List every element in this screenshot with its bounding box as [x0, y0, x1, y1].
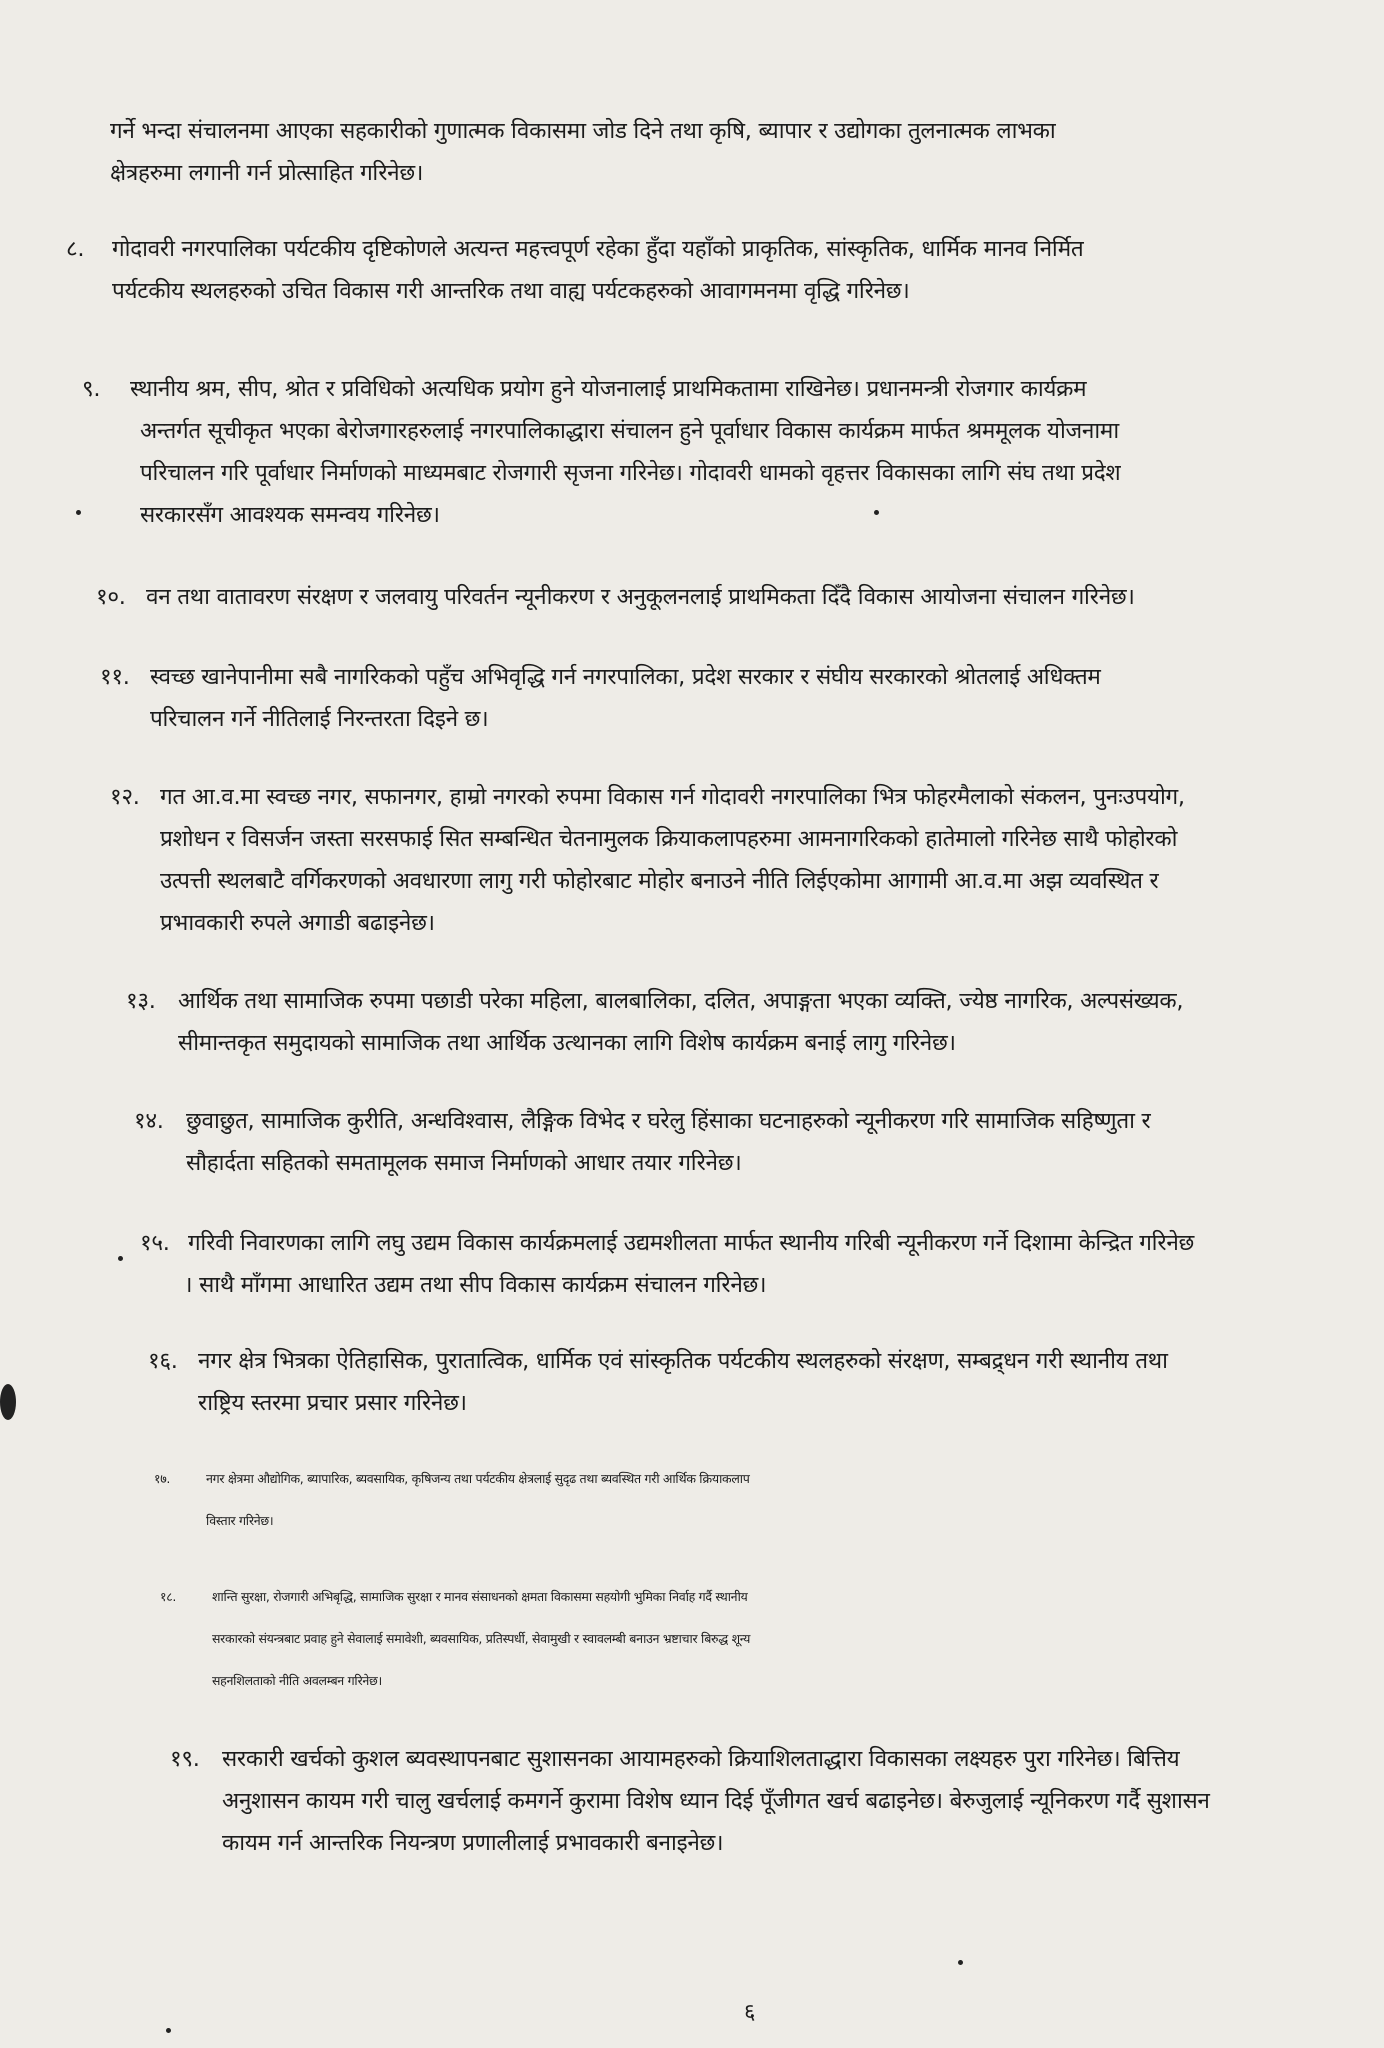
item-number: १८. — [160, 1589, 177, 1604]
scan-speck — [958, 1960, 963, 1965]
list-item-12 — [110, 776, 1330, 944]
text-line: पर्यटकीय स्थलहरुको उचित विकास गरी आन्तरिक तथा वाह्य पर्यटकहरुको आवागमनमा वृद्धि गरिनेछ। — [112, 278, 910, 304]
text-line: गर्ने भन्दा संचालनमा आएका सहकारीको गुणात्मक विकासमा जोड दिने तथा कृषि, ब्यापार र उद्योगका तुलनात्मक लाभका — [110, 118, 1056, 144]
text-line: सरकारसँग आवश्यक समन्वय गरिनेछ। — [140, 502, 440, 528]
page-number: ६ — [744, 2000, 756, 2025]
item-number: १२. — [110, 784, 140, 810]
text-line: विस्तार गरिनेछ। — [206, 1513, 274, 1528]
text-line: छुवाछुत, सामाजिक कुरीति, अन्धविश्वास, लैङ्गिक विभेद र घरेलु हिंसाका घटनाहरुको न्यूनीकरण गरि सामाजिक सहिष्णुता र — [186, 1108, 1151, 1134]
list-item-14 — [134, 1100, 1334, 1184]
text-line: सरकारी खर्चको कुशल ब्यवस्थापनबाट सुशासनका आयामहरुको क्रियाशिलताद्धारा विकासका लक्ष्यहरु पुरा गरिनेछ। बित्तिय — [222, 1746, 1180, 1772]
item-number: ११. — [100, 664, 130, 690]
item-number: १३. — [126, 988, 156, 1014]
text-line: वन तथा वातावरण संरक्षण र जलवायु परिवर्तन न्यूनीकरण र अनुकूलनलाई प्राथमिकता दिँदै विकास आयोजना संचालन गरिनेछ। — [146, 584, 1135, 610]
scan-speck — [166, 2028, 171, 2033]
list-item-17 — [154, 1458, 1354, 1542]
list-item-13 — [126, 980, 1336, 1064]
item-number: ९. — [82, 376, 101, 402]
list-item-19 — [170, 1738, 1350, 1864]
scan-speck — [874, 510, 879, 515]
text-line: प्रशोधन र विसर्जन जस्ता सरसफाई सित सम्बन्धित चेतनामुलक क्रियाकलापहरुमा आमनागरिकको हातेमालो गरिनेछ साथै फोहोरको — [160, 826, 1178, 852]
text-line: अन्तर्गत सूचीकृत भएका बेरोजगारहरुलाई नगरपालिकाद्धारा संचालन हुने पूर्वाधार विकास कार्यक्रम मार्फत श्रममूलक योजनामा — [140, 418, 1119, 444]
list-item-9 — [82, 368, 1282, 536]
text-line: अनुशासन कायम गरी चालु खर्चलाई कमगर्ने कुरामा विशेष ध्यान दिई पूँजीगत खर्च बढाइनेछ। बेरुजुलाई न्यूनिकरण गर्दै सुशासन — [222, 1788, 1210, 1814]
text-line: कायम गर्न आन्तरिक नियन्त्रण प्रणालीलाई प्रभावकारी बनाइनेछ। — [222, 1830, 724, 1856]
item-number: ८. — [66, 236, 85, 262]
text-line: उत्पत्ती स्थलबाटै वर्गिकरणको अवधारणा लागु गरी फोहोरबाट मोहोर बनाउने नीति लिईएकोमा आगामी आ.व.मा अझ व्यवस्थित र — [160, 868, 1159, 894]
text-line: गोदावरी नगरपालिका पर्यटकीय दृष्टिकोणले अत्यन्त महत्त्वपूर्ण रहेका हुँदा यहाँको प्राकृतिक, सांस्कृतिक, धार्मिक मानव निर्मित — [112, 236, 1084, 262]
text-line: आर्थिक तथा सामाजिक रुपमा पछाडी परेका महिला, बालबालिका, दलित, अपाङ्गता भएका व्यक्ति, ज्येष्ठ नागरिक, अल्पसंख्यक, — [178, 988, 1184, 1014]
text-line: । साथै माँगमा आधारित उद्यम तथा सीप विकास कार्यक्रम संचालन गरिनेछ। — [184, 1272, 767, 1298]
list-item-16 — [148, 1340, 1348, 1424]
text-line: स्वच्छ खानेपानीमा सबै नागरिकको पहुँच अभिवृद्धि गर्न नगरपालिका, प्रदेश सरकार र संघीय सरकारको श्रोतलाई अधिक्तम — [150, 664, 1101, 690]
text-line: परिचालन गरि पूर्वाधार निर्माणको माध्यमबाट रोजगारी सृजना गरिनेछ। गोदावरी धामको वृहत्तर विकासका लागि संघ तथा प्रदेश — [140, 460, 1121, 486]
item-number: १५. — [140, 1230, 170, 1256]
text-line: गरिवी निवारणका लागि लघु उद्यम विकास कार्यक्रमलाई उद्यमशीलता मार्फत स्थानीय गरिबी न्यूनीकरण गर्ने दिशामा केन्द्रित गरिनेछ — [188, 1230, 1194, 1256]
list-item-11 — [100, 656, 1300, 740]
text-line: नगर क्षेत्र भित्रका ऐतिहासिक, पुरातात्विक, धार्मिक एवं सांस्कृतिक पर्यटकीय स्थलहरुको संरक्षण, सम्बद्र्धन गरी स्थानीय तथा — [198, 1348, 1168, 1374]
text-line: प्रभावकारी रुपले अगाडी बढाइनेछ। — [160, 910, 435, 936]
text-line: सरकारको संयन्त्रबाट प्रवाह हुने सेवालाई समावेशी, ब्यवसायिक, प्रतिस्पर्धी, सेवामुखी र स्वावलम्बी बनाउन भ्रष्टाचार बिरुद्ध शून्य — [212, 1631, 751, 1646]
scan-speck — [76, 510, 81, 515]
continued-paragraph — [110, 110, 1260, 194]
item-number: १७. — [154, 1471, 171, 1486]
item-number: १४. — [134, 1108, 164, 1134]
text-line: सौहार्दता सहितको समतामूलक समाज निर्माणको आधार तयार गरिनेछ। — [186, 1150, 742, 1176]
item-number: १०. — [96, 584, 126, 610]
text-line: सहनशिलताको नीति अवलम्बन गरिनेछ। — [212, 1673, 382, 1688]
list-item-10 — [96, 576, 1296, 618]
text-line: शान्ति सुरक्षा, रोजगारी अभिबृद्धि, सामाजिक सुरक्षा र मानव संसाधनको क्षमता विकासमा सहयोगी भुमिका निर्वाह गर्दै स्थानीय — [212, 1589, 748, 1604]
list-item-15 — [140, 1222, 1340, 1306]
text-line: क्षेत्रहरुमा लगानी गर्न प्रोत्साहित गरिनेछ। — [110, 160, 424, 186]
list-item-8 — [66, 228, 1266, 312]
item-number: १९. — [170, 1746, 200, 1772]
text-line: नगर क्षेत्रमा औद्योगिक, ब्यापारिक, ब्यवसायिक, कृषिजन्य तथा पर्यटकीय क्षेत्रलाई सुदृढ तथा ब्यवस्थित गरी आर्थिक क्रियाकलाप — [206, 1471, 750, 1486]
text-line: सीमान्तकृत समुदायको सामाजिक तथा आर्थिक उत्थानका लागि विशेष कार्यक्रम बनाई लागु गरिनेछ। — [178, 1030, 956, 1056]
text-line: परिचालन गर्ने नीतिलाई निरन्तरता दिइने छ। — [150, 706, 489, 732]
text-line: गत आ.व.मा स्वच्छ नगर, सफानगर, हाम्रो नगरको रुपमा विकास गर्न गोदावरी नगरपालिका भित्र फोहरमैलाको संकलन, पुनःउपयोग, — [160, 784, 1185, 810]
scan-blot — [0, 1384, 16, 1420]
scan-speck — [118, 1256, 123, 1261]
text-line: स्थानीय श्रम, सीप, श्रोत र प्रविधिको अत्यधिक प्रयोग हुने योजनालाई प्राथमिकतामा राखिनेछ। प्रधानमन्त्री रोजगार कार्यक्रम — [130, 376, 1087, 402]
item-number: १६. — [148, 1348, 178, 1374]
text-line: राष्ट्रिय स्तरमा प्रचार प्रसार गरिनेछ। — [198, 1390, 467, 1416]
list-item-18 — [160, 1576, 1360, 1702]
